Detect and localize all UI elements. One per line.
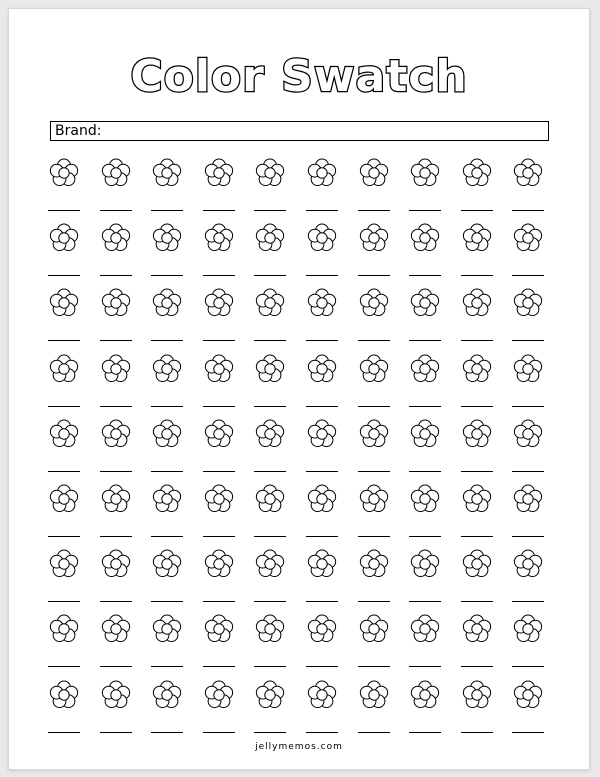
flower-icon bbox=[253, 678, 287, 712]
flower-icon bbox=[408, 417, 442, 451]
flower-icon bbox=[47, 221, 81, 255]
flower-icon bbox=[511, 352, 545, 386]
flower-icon bbox=[460, 156, 494, 190]
flower-icon bbox=[47, 417, 81, 451]
swatch-name-line[interactable] bbox=[409, 340, 441, 341]
flower-icon bbox=[408, 678, 442, 712]
swatch-name-line[interactable] bbox=[409, 406, 441, 407]
flower-icon bbox=[511, 482, 545, 516]
swatch-name-line[interactable] bbox=[409, 275, 441, 276]
swatch-name-line[interactable] bbox=[100, 471, 132, 472]
flower-icon bbox=[99, 352, 133, 386]
swatch-name-line[interactable] bbox=[203, 732, 235, 733]
swatch-name-line[interactable] bbox=[306, 601, 338, 602]
flower-icon bbox=[47, 612, 81, 646]
flower-icon bbox=[202, 612, 236, 646]
swatch-name-line[interactable] bbox=[203, 601, 235, 602]
flower-icon bbox=[202, 221, 236, 255]
swatch-name-line[interactable] bbox=[512, 732, 544, 733]
swatch-name-line[interactable] bbox=[254, 210, 286, 211]
swatch-name-line[interactable] bbox=[203, 406, 235, 407]
swatch-name-line[interactable] bbox=[461, 340, 493, 341]
flower-icon bbox=[357, 482, 391, 516]
swatch-name-line[interactable] bbox=[203, 275, 235, 276]
swatch-name-line[interactable] bbox=[461, 406, 493, 407]
flower-icon bbox=[253, 221, 287, 255]
swatch-name-line[interactable] bbox=[203, 536, 235, 537]
flower-icon bbox=[511, 286, 545, 320]
flower-icon bbox=[99, 482, 133, 516]
swatch-name-line[interactable] bbox=[48, 601, 80, 602]
flower-icon bbox=[305, 482, 339, 516]
flower-icon bbox=[150, 547, 184, 581]
flower-icon bbox=[99, 612, 133, 646]
flower-icon bbox=[150, 417, 184, 451]
swatch-name-line[interactable] bbox=[306, 666, 338, 667]
swatch-name-line[interactable] bbox=[512, 471, 544, 472]
flower-icon bbox=[305, 678, 339, 712]
flower-icon bbox=[408, 547, 442, 581]
flower-icon bbox=[460, 221, 494, 255]
flower-icon bbox=[305, 286, 339, 320]
swatch-name-line[interactable] bbox=[203, 666, 235, 667]
flower-icon bbox=[150, 482, 184, 516]
swatch-name-line[interactable] bbox=[100, 536, 132, 537]
swatch-name-line[interactable] bbox=[254, 275, 286, 276]
swatch-name-line[interactable] bbox=[358, 536, 390, 537]
swatch-name-line[interactable] bbox=[461, 732, 493, 733]
swatch-name-line[interactable] bbox=[100, 601, 132, 602]
swatch-name-line[interactable] bbox=[461, 666, 493, 667]
flower-icon bbox=[47, 547, 81, 581]
swatch-name-line[interactable] bbox=[461, 275, 493, 276]
swatch-name-line[interactable] bbox=[306, 210, 338, 211]
flower-icon bbox=[99, 156, 133, 190]
swatch-name-line[interactable] bbox=[306, 471, 338, 472]
swatch-name-line[interactable] bbox=[48, 666, 80, 667]
flower-icon bbox=[150, 612, 184, 646]
flower-icon bbox=[305, 352, 339, 386]
flower-icon bbox=[150, 352, 184, 386]
flower-icon bbox=[460, 547, 494, 581]
swatch-name-line[interactable] bbox=[358, 275, 390, 276]
swatch-name-line[interactable] bbox=[358, 210, 390, 211]
swatch-name-line[interactable] bbox=[151, 536, 183, 537]
swatch-name-line[interactable] bbox=[512, 340, 544, 341]
swatch-name-line[interactable] bbox=[254, 406, 286, 407]
swatch-name-line[interactable] bbox=[358, 732, 390, 733]
swatch-name-line[interactable] bbox=[512, 210, 544, 211]
swatch-name-line[interactable] bbox=[100, 340, 132, 341]
swatch-name-line[interactable] bbox=[409, 732, 441, 733]
flower-icon bbox=[305, 417, 339, 451]
flower-icon bbox=[99, 221, 133, 255]
flower-icon bbox=[408, 286, 442, 320]
swatch-name-line[interactable] bbox=[306, 732, 338, 733]
flower-icon bbox=[511, 156, 545, 190]
swatch-name-line[interactable] bbox=[151, 601, 183, 602]
flower-icon bbox=[460, 612, 494, 646]
flower-icon bbox=[202, 352, 236, 386]
flower-icon bbox=[305, 612, 339, 646]
swatch-name-line[interactable] bbox=[151, 471, 183, 472]
swatch-name-line[interactable] bbox=[409, 471, 441, 472]
swatch-name-line[interactable] bbox=[203, 340, 235, 341]
swatch-name-line[interactable] bbox=[151, 666, 183, 667]
flower-icon bbox=[150, 286, 184, 320]
flower-icon bbox=[408, 156, 442, 190]
swatch-name-line[interactable] bbox=[48, 406, 80, 407]
flower-icon bbox=[99, 547, 133, 581]
flower-icon bbox=[150, 678, 184, 712]
flower-icon bbox=[47, 286, 81, 320]
swatch-name-line[interactable] bbox=[48, 732, 80, 733]
swatch-name-line[interactable] bbox=[461, 536, 493, 537]
swatch-name-line[interactable] bbox=[512, 275, 544, 276]
printable-page bbox=[8, 8, 590, 770]
swatch-name-line[interactable] bbox=[254, 666, 286, 667]
flower-icon bbox=[253, 156, 287, 190]
swatch-name-line[interactable] bbox=[409, 210, 441, 211]
flower-icon bbox=[357, 221, 391, 255]
swatch-name-line[interactable] bbox=[306, 406, 338, 407]
flower-icon bbox=[202, 417, 236, 451]
swatch-name-line[interactable] bbox=[100, 666, 132, 667]
swatch-name-line[interactable] bbox=[48, 471, 80, 472]
swatch-name-line[interactable] bbox=[358, 601, 390, 602]
swatch-name-line[interactable] bbox=[100, 732, 132, 733]
swatch-name-line[interactable] bbox=[409, 536, 441, 537]
page-title: Color Swatch bbox=[130, 51, 468, 102]
swatch-name-line[interactable] bbox=[100, 406, 132, 407]
swatch-name-line[interactable] bbox=[151, 406, 183, 407]
swatch-name-line[interactable] bbox=[512, 536, 544, 537]
swatch-name-line[interactable] bbox=[254, 340, 286, 341]
swatch-name-line[interactable] bbox=[48, 275, 80, 276]
swatch-name-line[interactable] bbox=[100, 210, 132, 211]
footer-url: jellymemos.com bbox=[255, 742, 343, 752]
flower-icon bbox=[511, 221, 545, 255]
flower-icon bbox=[511, 678, 545, 712]
flower-icon bbox=[460, 482, 494, 516]
flower-icon bbox=[357, 417, 391, 451]
flower-icon bbox=[357, 286, 391, 320]
flower-icon bbox=[511, 417, 545, 451]
swatch-name-line[interactable] bbox=[100, 275, 132, 276]
swatch-name-line[interactable] bbox=[203, 210, 235, 211]
flower-icon bbox=[460, 352, 494, 386]
flower-icon bbox=[47, 352, 81, 386]
flower-icon bbox=[305, 221, 339, 255]
flower-icon bbox=[511, 547, 545, 581]
swatch-name-line[interactable] bbox=[48, 210, 80, 211]
flower-icon bbox=[408, 482, 442, 516]
swatch-name-line[interactable] bbox=[151, 340, 183, 341]
swatch-name-line[interactable] bbox=[48, 536, 80, 537]
flower-icon bbox=[253, 417, 287, 451]
swatch-name-line[interactable] bbox=[358, 340, 390, 341]
flower-icon bbox=[305, 156, 339, 190]
flower-icon bbox=[202, 482, 236, 516]
swatch-name-line[interactable] bbox=[254, 601, 286, 602]
swatch-name-line[interactable] bbox=[151, 732, 183, 733]
flower-icon bbox=[460, 286, 494, 320]
flower-icon bbox=[357, 156, 391, 190]
swatch-name-line[interactable] bbox=[512, 406, 544, 407]
swatch-name-line[interactable] bbox=[254, 471, 286, 472]
swatch-name-line[interactable] bbox=[409, 601, 441, 602]
swatch-grid bbox=[9, 9, 589, 769]
flower-icon bbox=[99, 286, 133, 320]
swatch-name-line[interactable] bbox=[151, 275, 183, 276]
flower-icon bbox=[408, 612, 442, 646]
flower-icon bbox=[253, 352, 287, 386]
brand-label: Brand: bbox=[55, 123, 102, 139]
flower-icon bbox=[253, 482, 287, 516]
flower-icon bbox=[150, 156, 184, 190]
flower-icon bbox=[99, 678, 133, 712]
swatch-name-line[interactable] bbox=[461, 471, 493, 472]
swatch-name-line[interactable] bbox=[512, 666, 544, 667]
swatch-name-line[interactable] bbox=[461, 601, 493, 602]
flower-icon bbox=[47, 678, 81, 712]
swatch-name-line[interactable] bbox=[512, 601, 544, 602]
swatch-name-line[interactable] bbox=[358, 406, 390, 407]
flower-icon bbox=[202, 286, 236, 320]
flower-icon bbox=[253, 286, 287, 320]
swatch-name-line[interactable] bbox=[306, 275, 338, 276]
flower-icon bbox=[305, 547, 339, 581]
swatch-name-line[interactable] bbox=[203, 471, 235, 472]
swatch-name-line[interactable] bbox=[306, 536, 338, 537]
flower-icon bbox=[253, 547, 287, 581]
flower-icon bbox=[202, 156, 236, 190]
swatch-name-line[interactable] bbox=[254, 536, 286, 537]
flower-icon bbox=[202, 678, 236, 712]
flower-icon bbox=[357, 678, 391, 712]
flower-icon bbox=[253, 612, 287, 646]
flower-icon bbox=[47, 482, 81, 516]
flower-icon bbox=[202, 547, 236, 581]
swatch-name-line[interactable] bbox=[151, 210, 183, 211]
flower-icon bbox=[460, 417, 494, 451]
flower-icon bbox=[460, 678, 494, 712]
swatch-name-line[interactable] bbox=[358, 666, 390, 667]
flower-icon bbox=[511, 612, 545, 646]
flower-icon bbox=[150, 221, 184, 255]
flower-icon bbox=[408, 352, 442, 386]
swatch-name-line[interactable] bbox=[48, 340, 80, 341]
swatch-name-line[interactable] bbox=[461, 210, 493, 211]
flower-icon bbox=[47, 156, 81, 190]
swatch-name-line[interactable] bbox=[254, 732, 286, 733]
flower-icon bbox=[357, 547, 391, 581]
flower-icon bbox=[408, 221, 442, 255]
swatch-name-line[interactable] bbox=[358, 471, 390, 472]
flower-icon bbox=[357, 352, 391, 386]
flower-icon bbox=[99, 417, 133, 451]
swatch-name-line[interactable] bbox=[409, 666, 441, 667]
swatch-name-line[interactable] bbox=[306, 340, 338, 341]
flower-icon bbox=[357, 612, 391, 646]
